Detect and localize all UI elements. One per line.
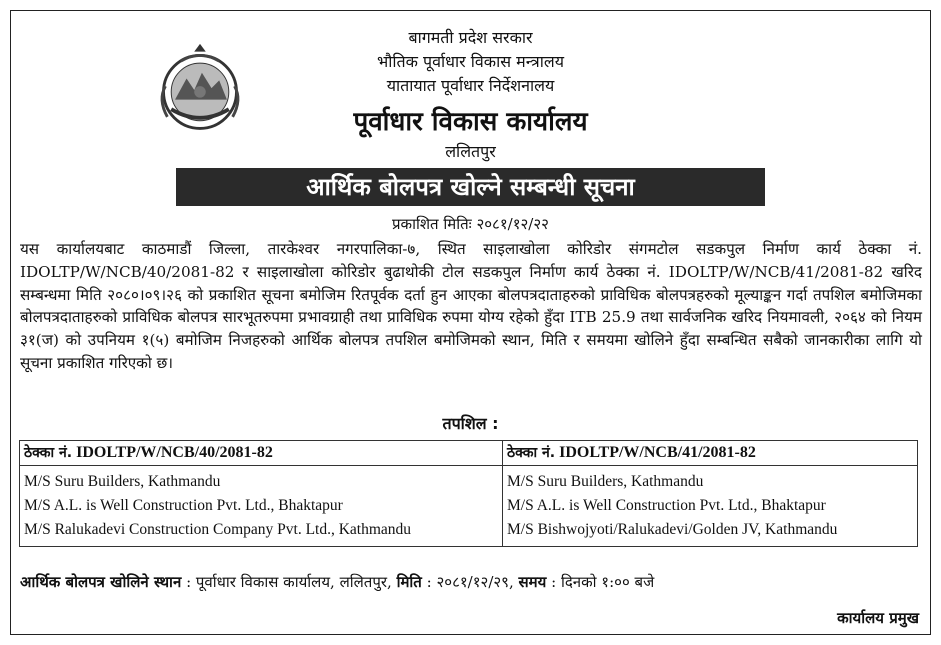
- bidder-table: [19, 440, 918, 547]
- bidder-item: M/S Bishwojyoti/Ralukadevi/Golden JV, Kathmandu: [507, 521, 838, 538]
- office-location: ललितपुर: [445, 142, 496, 161]
- ministry-name: भौतिक पूर्वाधार विकास मन्त्रालय: [376, 52, 565, 71]
- date-label: मिति: [396, 573, 422, 591]
- contract-prefix: ठेक्का नं.: [507, 445, 556, 461]
- contract-number: IDOLTP/W/NCB/41/2081-82: [559, 444, 756, 461]
- tapasil-heading: तपशिल :: [442, 414, 499, 433]
- notice-title-banner: आर्थिक बोलपत्र खोल्ने सम्बन्धी सूचना: [176, 168, 765, 206]
- province-government: बागमती प्रदेश सरकार: [408, 28, 533, 47]
- signature-office-chief: कार्यालय प्रमुख: [837, 609, 919, 627]
- directorate-name: यातायात पूर्वाधार निर्देशनालय: [386, 76, 555, 95]
- bidder-item: M/S A.L. is Well Construction Pvt. Ltd., Bhaktapur: [507, 497, 826, 514]
- place-value: : पूर्वाधार विकास कार्यालय, ललितपुर,: [186, 573, 392, 591]
- published-date: प्रकाशित मितिः २०८१/१२/२२: [392, 215, 549, 233]
- contract-header-40: [20, 441, 503, 466]
- bidder-item: M/S Ralukadevi Construction Company Pvt. Ltd., Kathmandu: [24, 521, 412, 538]
- contract-prefix: ठेक्का नं.: [24, 445, 73, 461]
- time-value: : दिनको १:०० बजे: [551, 573, 655, 591]
- bidder-item: M/S Suru Builders, Kathmandu: [507, 473, 704, 490]
- bidder-item: M/S Suru Builders, Kathmandu: [24, 473, 221, 490]
- office-name: पूर्वाधार विकास कार्यालय: [353, 107, 588, 137]
- bidder-list-40: [20, 466, 503, 547]
- bidder-item: M/S A.L. is Well Construction Pvt. Ltd., Bhaktapur: [24, 497, 343, 514]
- notice-body: यस कार्यालयबाट काठमाडौं जिल्ला, तारकेश्वर नगरपालिका-७, स्थित साइलाखोला कोरिडोर संगमटोल सडकपुल निर्माण कार्य ठेक्का नं. IDOLTP/W/NCB/40/2081-82 र साइलाखोला कोरिडोर बुढाथोकी टोल सडकपुल निर्माण कार्य ठेक्का नं. IDOLTP/W/NCB/41/2081-82 खरिद सम्बन्धमा मिति २०८०।०९।२६ को प्रकाशित सूचना बमोजिम रितपूर्वक दर्ता हुन आएका बोलपत्रदाताहरुको प्राविधिक बोलपत्रहरुको मूल्याङ्कन गर्दा तपशिल बमोजिमका बोलपत्रदाताहरुको प्राविधिक बोलपत्र सारभूतरुपमा प्रभावग्राही तथा प्राविधिक रुपमा योग्य रहेको हुँदा ITB 25.9 तथा सार्वजनिक खरिद नियमावली, २०६४ को नियम ३१(ज) को उपनियम १(५) बमोजिम निजहरुको आर्थिक बोलपत्र तपशिल बमोजिमको स्थान, मिति र समयमा खोलिने हुँदा सम्बन्धित सबैको जानकारीका लागि यो सूचना प्रकाशित गरिएको छ।: [20, 240, 922, 372]
- bidder-list-41: [503, 466, 918, 547]
- contract-number: IDOLTP/W/NCB/40/2081-82: [76, 444, 273, 461]
- time-label: समय: [518, 573, 547, 591]
- place-label: आर्थिक बोलपत्र खोलिने स्थान: [20, 573, 182, 591]
- opening-details: [20, 572, 925, 592]
- date-value: : २०८१/१२/२९,: [426, 573, 514, 591]
- contract-header-41: [503, 441, 918, 466]
